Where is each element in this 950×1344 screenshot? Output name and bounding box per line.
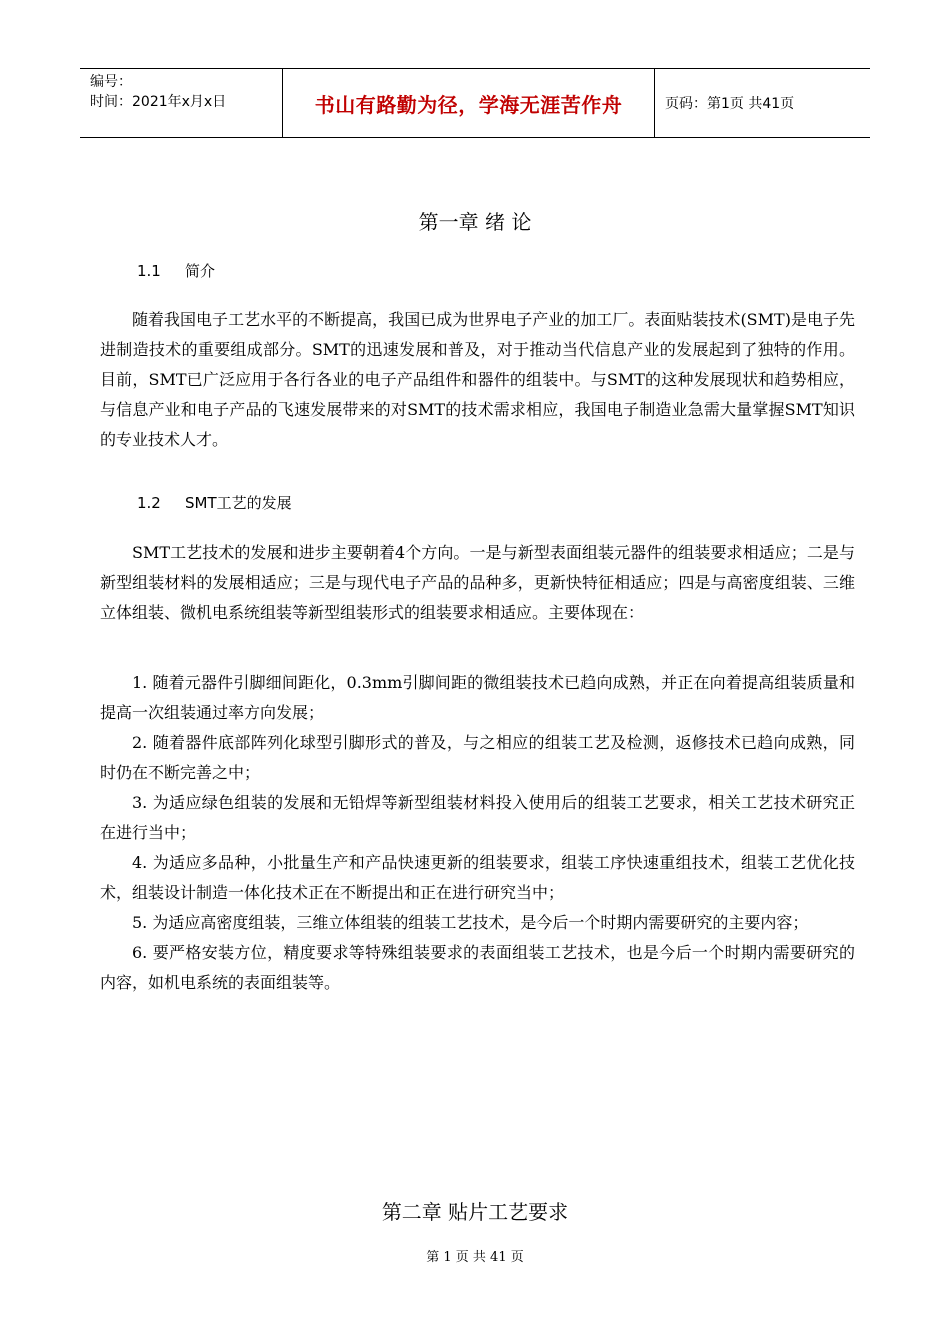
section-1-1-paragraph: 随着我国电子工艺水平的不断提高，我国已成为世界电子产业的加工厂。表面贴装技术(SMT)是电子先进制造技术的重要组成部分。SMT的迅速发展和普及，对于推动当代信息产业的发展起到了独特的作用。目前，SMT已广泛应用于各行各业的电子产品组件和器件的组装中。与SMT的这种发展现状和趋势相应，与信息产业和电子产品的飞速发展带来的对SMT的技术需求相应，我国电子制造业急需大量掌握SMT知识的专业技术人才。 [100, 310, 855, 449]
page-header [80, 68, 870, 138]
list-item: 2. 随着器件底部阵列化球型引脚形式的普及，与之相应的组装工艺及检测，返修技术已趋向成熟，同时仍在不断完善之中； [100, 733, 855, 782]
section-number: 1.1 [137, 262, 161, 280]
header-motto: 书山有路勤为径，学海无涯苦作舟 [314, 92, 623, 117]
list-item: 5. 为适应高密度组装，三维立体组装的组装工艺技术，是今后一个时期内需要研究的主要内容； [132, 913, 809, 932]
header-meta [80, 69, 282, 137]
section-1-2-heading [137, 492, 292, 513]
header-page-cell [655, 69, 870, 137]
document-number-label: 编号： [90, 74, 132, 90]
list-item: 3. 为适应绿色组装的发展和无铅焊等新型组装材料投入使用后的组装工艺要求，相关工艺技术研究正在进行当中； [100, 793, 855, 842]
section-1-1-heading [137, 260, 215, 281]
section-title: 简介 [185, 262, 216, 280]
section-title: SMT工艺的发展 [185, 494, 292, 512]
chapter-2-title: 第二章 贴片工艺要求 [381, 1200, 569, 1224]
list-item: 6. 要严格安装方位，精度要求等特殊组装要求的表面组装工艺技术，也是今后一个时期内需要研究的内容，如机电系统的表面组装等。 [100, 943, 855, 992]
document-date: 时间：2021年x月x日 [90, 94, 227, 110]
list-item: 1. 随着元器件引脚细间距化，0.3mm引脚间距的微组装技术已趋向成熟，并正在向着提高组装质量和提高一次组装通过率方向发展； [100, 673, 855, 722]
development-list [100, 668, 855, 998]
header-page-code: 页码：第1页 共41页 [665, 96, 795, 112]
section-1-2-paragraph: SMT工艺技术的发展和进步主要朝着4个方向。一是与新型表面组装元器件的组装要求相适应；二是与新型组装材料的发展相适应；三是与现代电子产品的品种多，更新快特征相适应；四是与高密度组装、三维立体组装、微机电系统组装等新型组装形式的组装要求相适应。主要体现在： [100, 543, 855, 622]
chapter-1-title: 第一章 绪 论 [418, 210, 532, 234]
section-number: 1.2 [137, 494, 161, 512]
page-footer: 第 1 页 共 41 页 [426, 1250, 524, 1265]
header-motto-cell [282, 69, 655, 137]
list-item: 4. 为适应多品种，小批量生产和产品快速更新的组装要求，组装工序快速重组技术，组装工艺优化技术，组装设计制造一体化技术正在不断提出和正在进行研究当中； [100, 853, 855, 902]
